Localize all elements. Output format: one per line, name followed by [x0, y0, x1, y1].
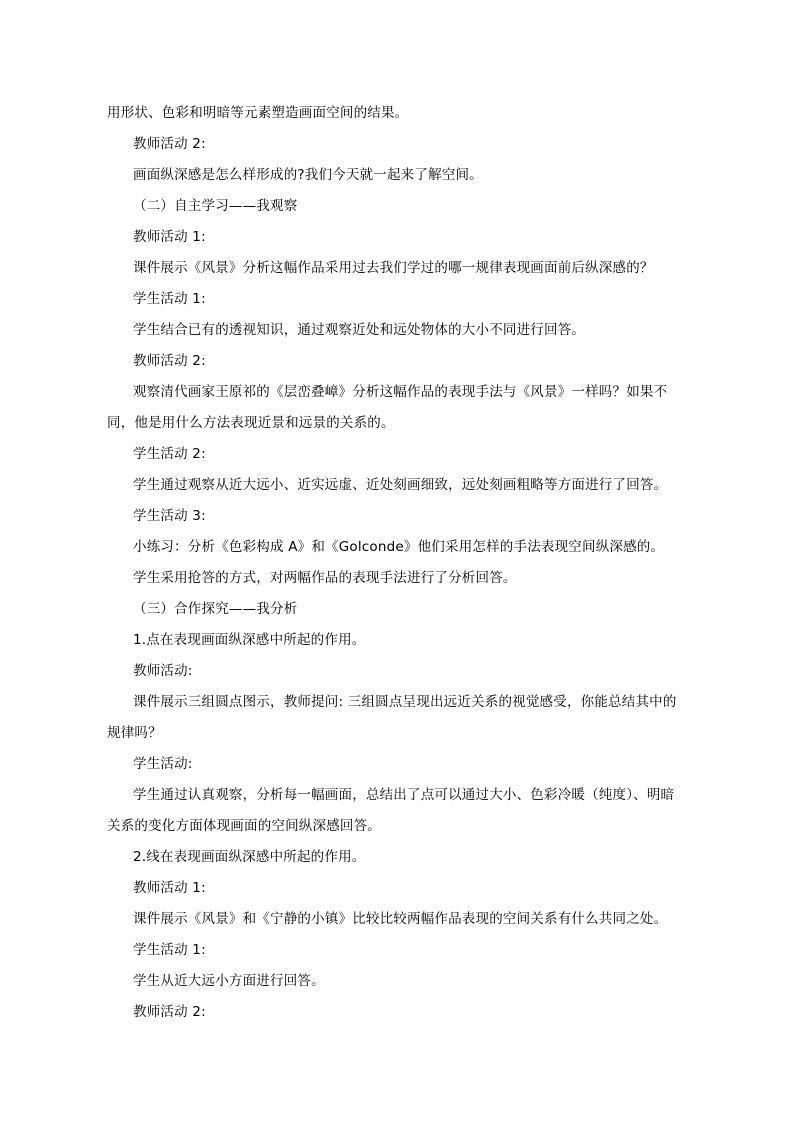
- paragraph-line: 学生活动 2:: [133, 446, 206, 462]
- paragraph-line: 教师活动 2:: [133, 1004, 206, 1020]
- paragraph-line: 关系的变化方面体现画面的空间纵深感回答。: [107, 818, 381, 834]
- paragraph-line: 小练习：分析《色彩构成 A》和《Golconde》他们采用怎样的手法表现空间纵深感的。: [133, 539, 665, 555]
- paragraph-line: 规律吗？: [107, 725, 162, 741]
- paragraph-line: 学生活动:: [133, 756, 193, 772]
- paragraph-line: 学生活动 3:: [133, 508, 206, 524]
- paragraph-line: 教师活动 2:: [133, 136, 206, 152]
- paragraph-line: 2.线在表现画面纵深感中所起的作用。: [133, 849, 366, 865]
- paragraph-line: 教师活动:: [133, 663, 193, 679]
- paragraph-line: 同，他是用什么方法表现近景和远景的关系的。: [107, 415, 395, 431]
- paragraph-line: 课件展示《风景》分析这幅作品采用过去我们学过的哪一规律表现画面前后纵深感的？: [133, 260, 654, 276]
- paragraph-line: 观察清代画家王原祁的《层峦叠嶂》分析这幅作品的表现手法与《风景》一样吗？如果不: [133, 384, 668, 400]
- section-heading: （三）合作探究——我分析: [133, 601, 298, 617]
- paragraph-line: 课件展示《风景》和《宁静的小镇》比较比较两幅作品表现的空间关系有什么共同之处。: [133, 911, 668, 927]
- paragraph-line: 画面纵深感是怎么样形成的?我们今天就一起来了解空间。: [133, 167, 483, 183]
- paragraph-line: 学生通过认真观察，分析每一幅画面，总结出了点可以通过大小、色彩冷暖（纯度）、明暗: [133, 787, 675, 803]
- paragraph-line: 学生从近大远小方面进行回答。: [133, 973, 325, 989]
- paragraph-line: 教师活动 2:: [133, 353, 206, 369]
- paragraph-line: 用形状、色彩和明暗等元素塑造画面空间的结果。: [107, 105, 409, 121]
- paragraph-line: 学生结合已有的透视知识，通过观察近处和远处物体的大小不同进行回答。: [133, 322, 586, 338]
- paragraph-line: 学生活动 1:: [133, 291, 206, 307]
- paragraph-line: 学生通过观察从近大远小、近实远虚、近处刻画细致，远处刻画粗略等方面进行了回答。: [133, 477, 668, 493]
- paragraph-line: 教师活动 1:: [133, 880, 206, 896]
- section-heading: （二）自主学习——我观察: [133, 198, 298, 214]
- paragraph-line: 课件展示三组圆点图示，教师提问: 三组圆点呈现出远近关系的视觉感受，你能总结其中的: [133, 694, 677, 710]
- paragraph-line: 学生活动 1:: [133, 942, 206, 958]
- paragraph-line: 1.点在表现画面纵深感中所起的作用。: [133, 632, 366, 648]
- paragraph-line: 学生采用抢答的方式，对两幅作品的表现手法进行了分析回答。: [133, 570, 517, 586]
- paragraph-line: 教师活动 1:: [133, 229, 206, 245]
